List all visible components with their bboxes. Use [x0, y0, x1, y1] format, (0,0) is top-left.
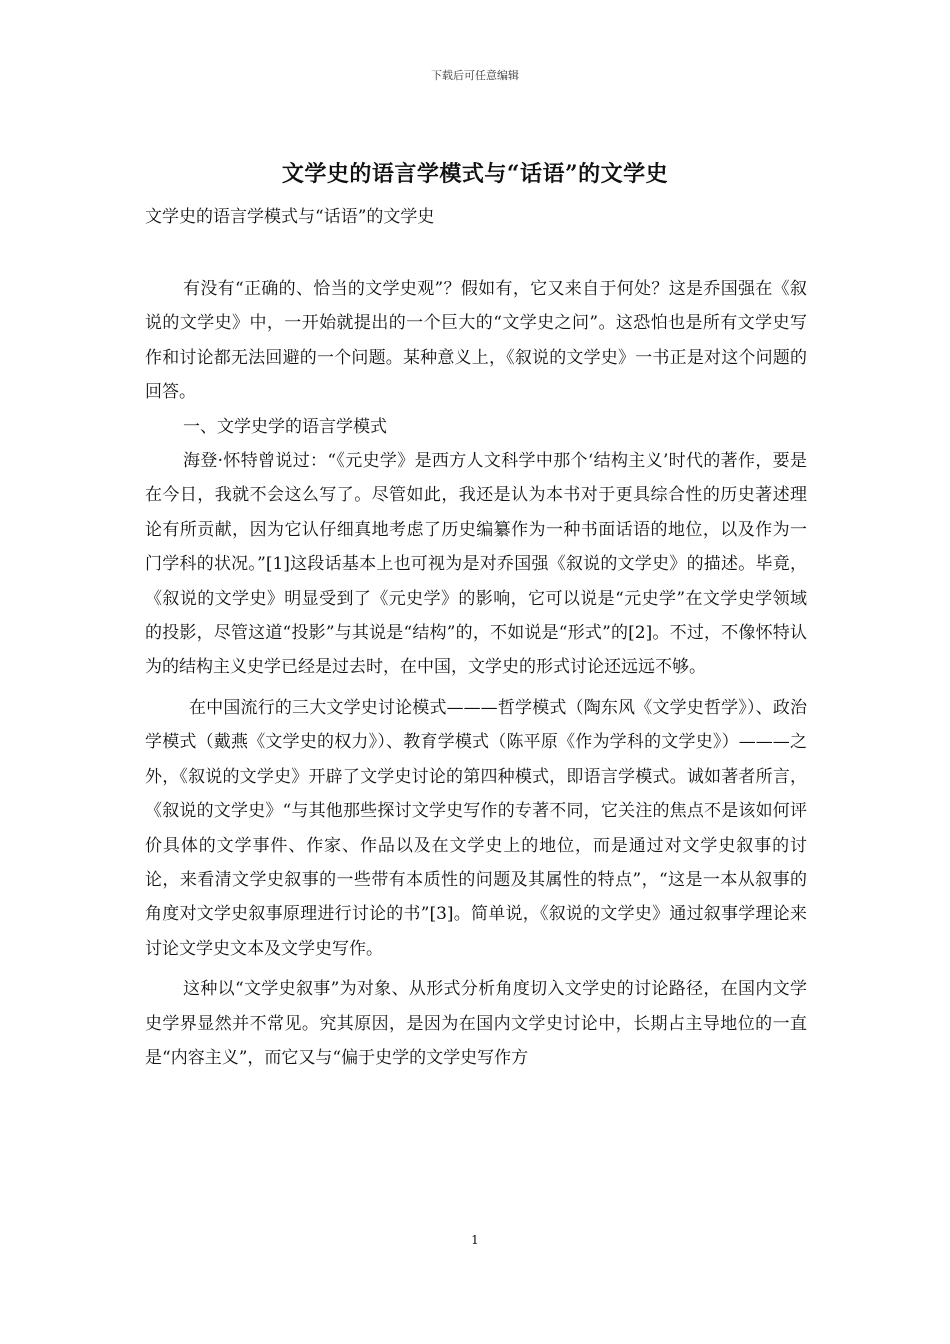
document-subtitle: 文学史的语言学模式与“话语”的文学史 — [145, 207, 435, 227]
section-heading: 一、文学史学的语言学模式 — [183, 416, 387, 437]
paragraph-hayden-white: 海登·怀特曾说过：“《元史学》是西方人文科学中那个‘结构主义’时代的著作，要是在今日，我就不会这么写了。尽管如此，我还是认为本书对于更具综合性的历史著述理论有所贡献，因为它认仔细真地考虑了历史编纂作为一种书面话语的地位，以及作为一门学科的状况。”[1]这段话基本上也可视为是对乔国强《叙说的文学史》的描述。毕竟，《叙说的文学史》明显受到了《元史学》的影响，它可以说是“元史学”在文学史学领域的投影，尽管这道“投影”与其说是“结构”的，不如说是“形式”的[2]。不过，不像怀特认为的结构主义史学已经是过去时，在中国，文学史的形式讨论还远远不够。 — [145, 451, 807, 678]
page-number: 1 — [471, 1233, 479, 1247]
paragraph-intro: 有没有“正确的、恰当的文学史观”？假如有，它又来自于何处？这是乔国强在《叙说的文学史》中，一开始就提出的一个巨大的“文学史之问”。这恐怕也是所有文学史写作和讨论都无法回避的一个问题。某种意义上，《叙说的文学史》一书正是对这个问题的回答。 — [145, 279, 807, 403]
article-body — [145, 272, 807, 1075]
document-title: 文学史的语言学模式与“话语”的文学史 — [281, 161, 669, 187]
page-header: 下载后可任意编辑 — [431, 69, 519, 82]
paragraph-discussion-models: 在中国流行的三大文学史讨论模式———哲学模式（陶东风《文学史哲学》）、政治学模式（戴燕《文学史的权力》）、教育学模式（陈平原《作为学科的文学史》）———之外，《叙说的文学史》开辟了文学史讨论的第四种模式，即语言学模式。诚如著者所言，《叙说的文学史》“与其他那些探讨文学史写作的专著不同，它关注的焦点不是该如何评价具体的文学事件、作家、作品以及在文学史上的地位，而是通过对文学史叙事的讨论，来看清文学史叙事的一些带有本质性的问题及其属性的特点”，“这是一本从叙事的角度对文学史叙事原理进行讨论的书”[3]。简单说，《叙说的文学史》通过叙事学理论来讨论文学史文本及文学史写作。 — [145, 697, 807, 959]
paragraph-narrative-path: 这种以“文学史叙事”为对象、从形式分析角度切入文学史的讨论路径，在国内文学史学界显然并不常见。究其原因，是因为在国内文学史讨论中，长期占主导地位的一直是“内容主义”，而它又与“偏于史学的文学史写作方 — [145, 979, 807, 1068]
